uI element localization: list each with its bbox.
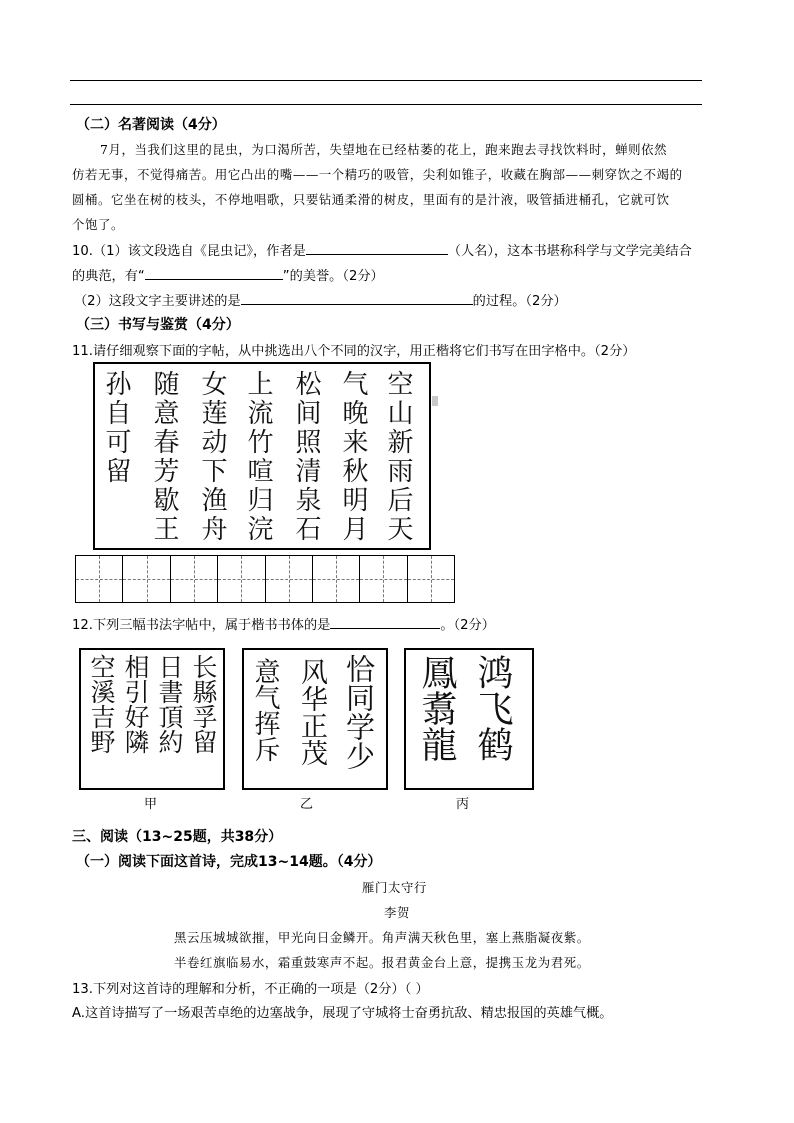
jia-char: 长縣孚留 xyxy=(189,654,218,754)
yi-char: 恰同学少 xyxy=(342,654,376,770)
question-11: 11.请仔细观察下面的字帖，从中挑选出八个不同的汉字，用正楷将它们书写在田字格中。（2分） xyxy=(72,344,636,359)
poem-author: 李贺 xyxy=(384,905,410,920)
q12-prompt-a: 12.下列三幅书法字帖中，属于楷书书体的是 xyxy=(72,618,331,633)
jia-column-1 xyxy=(191,654,216,754)
calligraphy-panel-jia xyxy=(79,648,225,790)
jia-char: 空溪吉野 xyxy=(87,654,116,754)
poem-line-1: 黑云压城城欲摧，甲光向日金鳞开。角声满天秋色里，塞上燕脂凝夜紫。 xyxy=(174,930,590,945)
yi-column-2 xyxy=(298,658,325,766)
yi-column-3 xyxy=(252,658,278,762)
caption-bing: 丙 xyxy=(456,797,470,812)
tianzige-cell[interactable] xyxy=(218,556,265,602)
section-heading-calligraphy: （三）书写与鉴赏（4分） xyxy=(76,317,240,333)
copybook-char: 空山新雨后天 xyxy=(383,370,413,544)
bing-column-1 xyxy=(472,654,513,762)
sub-heading-poem: （一）阅读下面这首诗，完成13~14题。（4分） xyxy=(76,854,382,870)
poem-title: 雁门太守行 xyxy=(362,880,427,895)
process-blank[interactable] xyxy=(241,291,473,305)
jia-column-2 xyxy=(157,654,182,754)
passage-line-1: 7月，当我们这里的昆虫，为口渴所苦，失望地在已经枯萎的花上，跑来跑去寻找饮料时，蝉则依然 xyxy=(100,142,668,157)
section-heading-classics: （二）名著阅读（4分） xyxy=(76,117,226,133)
q10-part2-prompt-a: （2）这段文字主要讲述的是 xyxy=(74,294,241,309)
tianzige-cell[interactable] xyxy=(313,556,360,602)
part-heading-reading: 三、阅读（13~25题，共38分） xyxy=(72,829,283,845)
tianzige-cell[interactable] xyxy=(76,556,123,602)
yi-column-1 xyxy=(342,654,376,770)
passage-line-2: 仿若无事，不觉得痛苦。用它凸出的嘴——一个精巧的吸管，尖利如锥子，收藏在胸部——刺穿饮之不竭的 xyxy=(72,167,683,182)
copybook-char: 孙自可留 xyxy=(101,370,131,486)
answer-line-2 xyxy=(70,104,702,105)
passage-line-3: 圆桶。它坐在树的枝头，不停地唱歌，只要钻通柔滑的树皮，里面有的是汁液，吸管插进桶孔，它就可饮 xyxy=(72,192,670,207)
bing-column-2 xyxy=(416,654,457,762)
tianzige-cell[interactable] xyxy=(360,556,407,602)
copybook-char: 松间照清泉石 xyxy=(291,370,321,544)
seal-stamp xyxy=(432,396,438,406)
tianzige-cell[interactable] xyxy=(123,556,170,602)
jia-column-4 xyxy=(89,654,114,754)
copybook-char: 上流竹喧归浣 xyxy=(243,370,273,544)
caption-jia: 甲 xyxy=(144,797,158,812)
q10-prompt-d: ”的美誉。（2分） xyxy=(282,269,384,284)
copybook-char: 随意春芳歇王 xyxy=(149,370,179,544)
copybook-column-2 xyxy=(340,370,366,544)
tianzige-grid xyxy=(75,555,455,603)
script-blank[interactable] xyxy=(330,615,440,629)
tianzige-cell[interactable] xyxy=(266,556,313,602)
yi-char: 意气挥斥 xyxy=(250,658,280,762)
praise-blank[interactable] xyxy=(145,266,283,280)
jia-char: 日書頂約 xyxy=(155,654,184,754)
calligraphy-panel-bing xyxy=(404,648,534,790)
answer-line-1 xyxy=(70,80,702,81)
q10-prompt-c: 的典范，有“ xyxy=(72,269,145,284)
bing-char: 鳳翥龍 xyxy=(416,654,457,762)
q10-prompt-a: 10.（1）该文段选自《昆虫记》，作者是 xyxy=(72,244,306,259)
passage-line-4: 个饱了。 xyxy=(72,217,124,232)
question-10-line-2 xyxy=(72,265,384,284)
copybook-char: 女莲动下渔舟 xyxy=(197,370,227,544)
copybook-column-7 xyxy=(103,370,129,486)
calligraphy-copybook xyxy=(93,362,431,550)
question-10-line-1 xyxy=(72,240,692,259)
copybook-column-5 xyxy=(199,370,225,544)
jia-column-3 xyxy=(123,654,148,754)
copybook-column-6 xyxy=(151,370,177,544)
caption-yi: 乙 xyxy=(300,797,314,812)
question-13-option-a: A.这首诗描写了一场艰苦卓绝的边塞战争，展现了守城将士奋勇抗敌、精忠报国的英雄气概。 xyxy=(72,1006,613,1021)
copybook-column-1 xyxy=(385,370,411,544)
question-10-part-2 xyxy=(74,290,567,309)
question-13: 13.下列对这首诗的理解和分析，不正确的一项是（2分）（ ） xyxy=(72,982,429,997)
tianzige-cell[interactable] xyxy=(171,556,218,602)
calligraphy-panel-yi xyxy=(242,648,388,790)
q10-prompt-b: （人名），这本书堪称科学与文学完美结合 xyxy=(447,244,692,259)
tianzige-cell[interactable] xyxy=(408,556,454,602)
q12-prompt-b: 。（2分） xyxy=(440,618,495,633)
author-blank[interactable] xyxy=(306,241,448,255)
q10-part2-prompt-b: 的过程。（2分） xyxy=(472,294,567,309)
poem-line-2: 半卷红旗临易水，霜重鼓寒声不起。报君黄金台上意，提携玉龙为君死。 xyxy=(174,955,590,970)
jia-char: 相引好隣 xyxy=(121,654,150,754)
bing-char: 鸿飞鹤 xyxy=(472,654,513,762)
copybook-column-4 xyxy=(245,370,271,544)
copybook-column-3 xyxy=(293,370,319,544)
copybook-char: 气晚来秋明月 xyxy=(338,370,368,544)
yi-char: 风华正茂 xyxy=(296,658,327,766)
question-12 xyxy=(72,614,495,633)
